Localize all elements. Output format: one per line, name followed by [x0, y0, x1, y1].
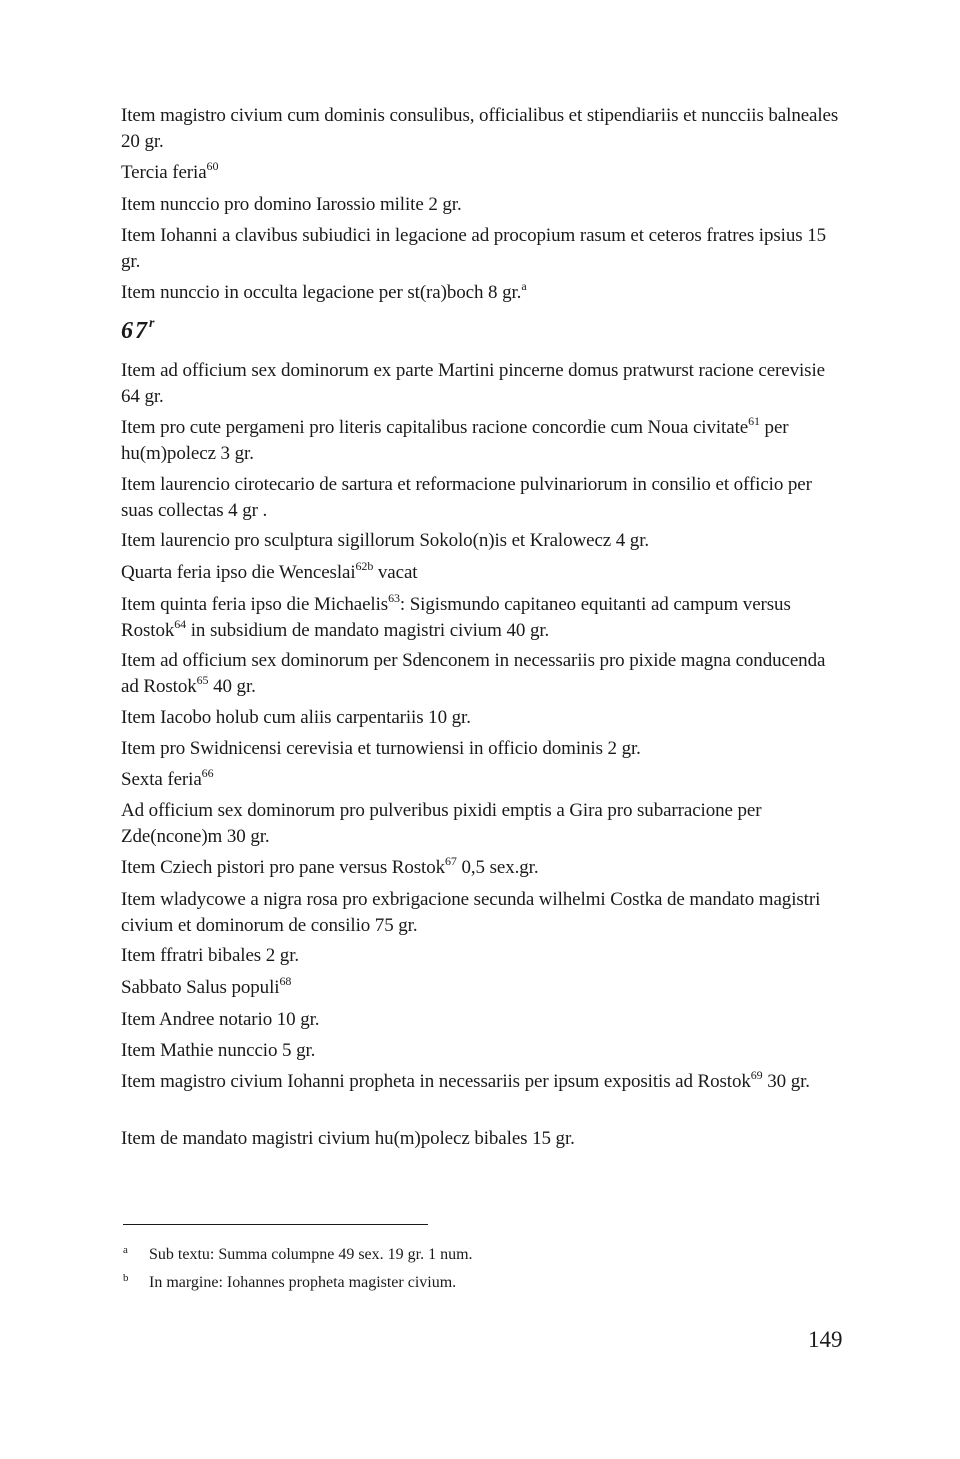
footnote-mark: b	[123, 1272, 129, 1284]
entry-19	[121, 943, 841, 969]
footnote-ref: 63	[388, 591, 400, 605]
entry-text: Item Andree notario 10 gr.	[121, 1009, 320, 1030]
entry-text-cont: : Sigismundo capitaneo equitanti ad campum versus Rostok	[121, 594, 791, 641]
entry-text: Item wladycowe a nigra rosa pro exbrigacione secunda wilhelmi Costka de mandato magistri civium et dominorum de consilio 75 gr.	[121, 889, 821, 936]
entry-4	[121, 223, 841, 275]
entry-text: Item nunccio in occulta legacione per st(ra)boch 8 gr.	[121, 282, 522, 303]
entry-text-cont: 40 gr.	[208, 676, 256, 697]
entry-text: Item ffratri bibales 2 gr.	[121, 945, 300, 966]
entry-20	[121, 975, 841, 1001]
footnote-text: Sub textu: Summa columpne 49 sex. 19 gr. 1 num.	[149, 1246, 473, 1263]
entry-13	[121, 705, 841, 731]
entry-text: Item quinta feria ipso die Michaelis	[121, 594, 389, 615]
entry-text: Sexta feria	[121, 769, 202, 790]
entry-text: Item magistro civium Iohanni propheta in necessariis per ipsum expositis ad Rostok	[121, 1071, 751, 1092]
folio-number: 67	[121, 318, 149, 344]
entry-10	[121, 560, 841, 586]
entry-text: Item de mandato magistri civium hu(m)polecz bibales 15 gr.	[121, 1128, 575, 1149]
entry-text: Sabbato Salus populi	[121, 977, 280, 998]
entry-17	[121, 855, 841, 881]
footnote-mark: a	[123, 1244, 128, 1256]
entry-12	[121, 648, 841, 700]
entry-text: Item Iacobo holub cum aliis carpentariis 10 gr.	[121, 707, 471, 728]
folio-side: r	[149, 316, 157, 331]
entry-7	[121, 415, 841, 467]
entry-text: Item Mathie nunccio 5 gr.	[121, 1040, 316, 1061]
footnote-ref: 68	[279, 974, 292, 988]
footnote-ref: 66	[201, 766, 214, 780]
entry-text: Item pro cute pergameni pro literis capitalibus racione concordie cum Noua civitate	[121, 417, 749, 438]
entry-text-cont: 30 gr.	[762, 1071, 810, 1092]
entry-23	[121, 1069, 841, 1095]
entry-16	[121, 798, 841, 850]
footnote-ref: 62b	[355, 559, 374, 573]
entry-14	[121, 736, 841, 762]
footnote-ref: a	[521, 279, 527, 293]
entry-15	[121, 767, 841, 793]
footnote-ref: 69	[750, 1068, 763, 1082]
entry-text: Tercia feria	[121, 162, 207, 183]
entry-3	[121, 192, 841, 218]
entry-text: Item ad officium sex dominorum per Sdenconem in necessariis pro pixide magna conducenda ad Rostok	[121, 650, 826, 697]
page-number: 149	[808, 1327, 843, 1352]
entry-21	[121, 1007, 841, 1033]
footnote-ref: 61	[748, 414, 760, 428]
footnote-ref: 60	[206, 159, 219, 173]
footnote-ref: 64	[174, 617, 187, 631]
entry-text: Item nunccio pro domino Iarossio milite 2 gr.	[121, 194, 462, 215]
footnote-ref: 67	[445, 854, 457, 868]
entry-text: Item Cziech pistori pro pane versus Rostok	[121, 857, 446, 878]
entry-text-cont: per hu(m)polecz 3 gr.	[121, 417, 789, 464]
entry-text: Item Iohanni a clavibus subiudici in legacione ad procopium rasum et ceteros fratres ipsius 15 gr.	[121, 225, 827, 272]
entry-2	[121, 160, 841, 186]
entry-5	[121, 280, 841, 306]
entry-9	[121, 528, 841, 554]
folio-marker	[121, 318, 156, 345]
entry-text: Ad officium sex dominorum pro pulveribus pixidi emptis a Gira pro subarracione per Zde(ncone)m 30 gr.	[121, 800, 762, 847]
entry-6	[121, 358, 841, 410]
entry-text-cont: in subsidium de mandato magistri civium 40 gr.	[186, 620, 550, 641]
entry-22	[121, 1038, 841, 1064]
entry-text: Item laurencio cirotecario de sartura et reformacione pulvinariorum in consilio et officio per suas collectas 4 gr .	[121, 474, 812, 521]
entry-text-cont: 0,5 sex.gr.	[456, 857, 539, 878]
entry-text: Quarta feria ipso die Wenceslai	[121, 562, 356, 583]
entry-11	[121, 592, 841, 644]
footnote-text: In margine: Iohannes propheta magister civium.	[149, 1274, 457, 1291]
footnote-ref: 65	[196, 673, 209, 687]
entry-8	[121, 472, 841, 524]
entry-24	[121, 1126, 841, 1152]
entry-1	[121, 103, 841, 155]
entry-text: Item magistro civium cum dominis consulibus, officialibus et stipendiariis et nuncciis balneales 20 gr.	[121, 105, 839, 152]
entry-text: Item laurencio pro sculptura sigillorum Sokolo(n)is et Kralowecz 4 gr.	[121, 530, 650, 551]
entry-text: Item pro Swidnicensi cerevisia et turnowiensi in officio dominis 2 gr.	[121, 738, 641, 759]
footnote-a	[123, 1240, 473, 1265]
footnote-divider	[123, 1224, 428, 1225]
entry-text: Item ad officium sex dominorum ex parte Martini pincerne domus pratwurst racione cerevisie 64 gr.	[121, 360, 825, 407]
entry-18	[121, 887, 841, 939]
entry-text-cont: vacat	[373, 562, 418, 583]
footnote-b	[123, 1268, 456, 1293]
